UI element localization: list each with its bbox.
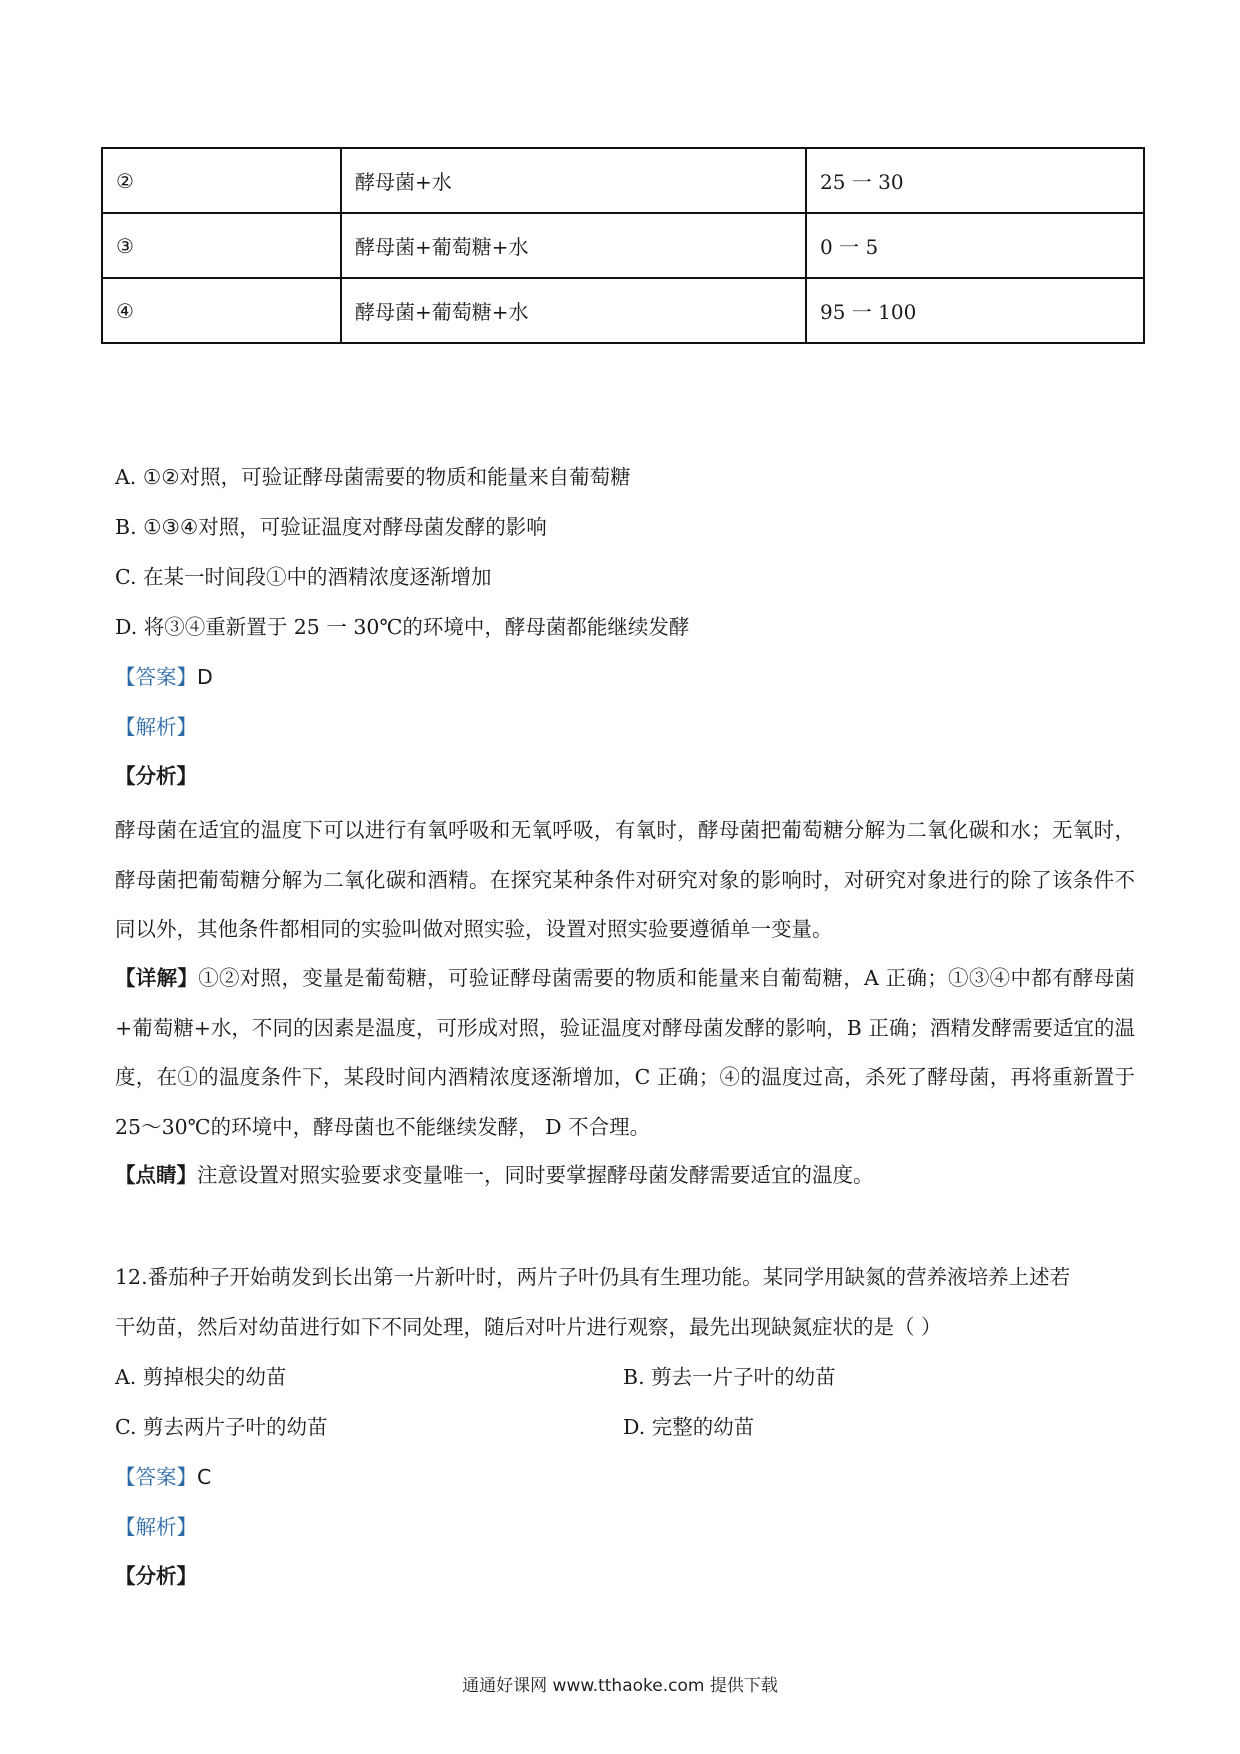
detail-text: ①②对照，变量是葡萄糖，可验证酵母菌需要的物质和能量来自葡萄糖，A 正确；①③④中都有酵母菌+葡萄糖+水，不同的因素是温度，可形成对照，验证温度对酵母菌发酵的影响，B 正确；酒精发酵需要适宜的温度，在①的温度条件下，某段时间内酒精浓度逐渐增加，C 正确；④的温度过高，杀死了酵母菌，再将重新置于 25～30℃的环境中，酵母菌也不能继续发酵， D 不合理。 [115,966,1136,1139]
q11-jiexi-label: 【解析】 [115,715,197,739]
answer-value: C [197,1465,212,1489]
page-footer: 通通好课网 www.tthaoke.com 提供下载 [462,1676,778,1696]
table-row [102,148,1144,213]
q11-fenxi-label: 【分析】 [115,764,197,788]
table-cell-temp: 0 一 5 [806,213,1144,278]
answer-value: D [197,665,213,689]
q11-detail [115,954,1135,1152]
table-cell-material: 酵母菌+葡萄糖+水 [341,213,806,278]
q11-option-b: B. ①③④对照，可验证温度对酵母菌发酵的影响 [115,515,547,539]
q12-answer [115,1462,211,1492]
table-cell-id: ③ [102,213,341,278]
answer-label: 【答案】 [115,1465,197,1489]
table-cell-id: ② [102,148,341,213]
q12-option-b: B. 剪去一片子叶的幼苗 [623,1365,836,1389]
table-cell-material: 酵母菌+葡萄糖+水 [341,278,806,343]
table-row [102,213,1144,278]
q12-option-a: A. 剪掉根尖的幼苗 [115,1365,287,1389]
table-row [102,278,1144,343]
q11-option-c: C. 在某一时间段①中的酒精浓度逐渐增加 [115,565,492,589]
table-cell-temp: 95 一 100 [806,278,1144,343]
q12-stem-line-2: 干幼苗，然后对幼苗进行如下不同处理，随后对叶片进行观察，最先出现缺氮症状的是（ ） [115,1315,942,1339]
table-cell-id: ④ [102,278,341,343]
q11-point [115,1160,874,1190]
q11-option-a: A. ①②对照，可验证酵母菌需要的物质和能量来自葡萄糖 [115,465,631,489]
q11-analysis: 酵母菌在适宜的温度下可以进行有氧呼吸和无氧呼吸，有氧时，酵母菌把葡萄糖分解为二氧化碳和水；无氧时，酵母菌把葡萄糖分解为二氧化碳和酒精。在探究某种条件对研究对象的影响时，对研究对象进行的除了该条件不同以外，其他条件都相同的实验叫做对照实验，设置对照实验要遵循单一变量。 [115,818,1135,941]
point-text: 注意设置对照实验要求变量唯一，同时要掌握酵母菌发酵需要适宜的温度。 [197,1163,874,1187]
q12-stem-line-1: 12.番茄种子开始萌发到长出第一片新叶时，两片子叶仍具有生理功能。某同学用缺氮的营养液培养上述若 [115,1265,1071,1289]
experiment-table [101,147,1145,344]
table-cell-temp: 25 一 30 [806,148,1144,213]
table-cell-material: 酵母菌+水 [341,148,806,213]
detail-label: 【详解】 [115,966,199,990]
answer-label: 【答案】 [115,665,197,689]
q12-jiexi-label: 【解析】 [115,1515,197,1539]
q11-answer [115,662,213,692]
point-label: 【点睛】 [115,1163,197,1187]
q11-option-d: D. 将③④重新置于 25 一 30℃的环境中，酵母菌都能继续发酵 [115,615,690,639]
q12-fenxi-label: 【分析】 [115,1564,197,1588]
q12-option-c: C. 剪去两片子叶的幼苗 [115,1415,328,1439]
q12-option-d: D. 完整的幼苗 [623,1415,755,1439]
